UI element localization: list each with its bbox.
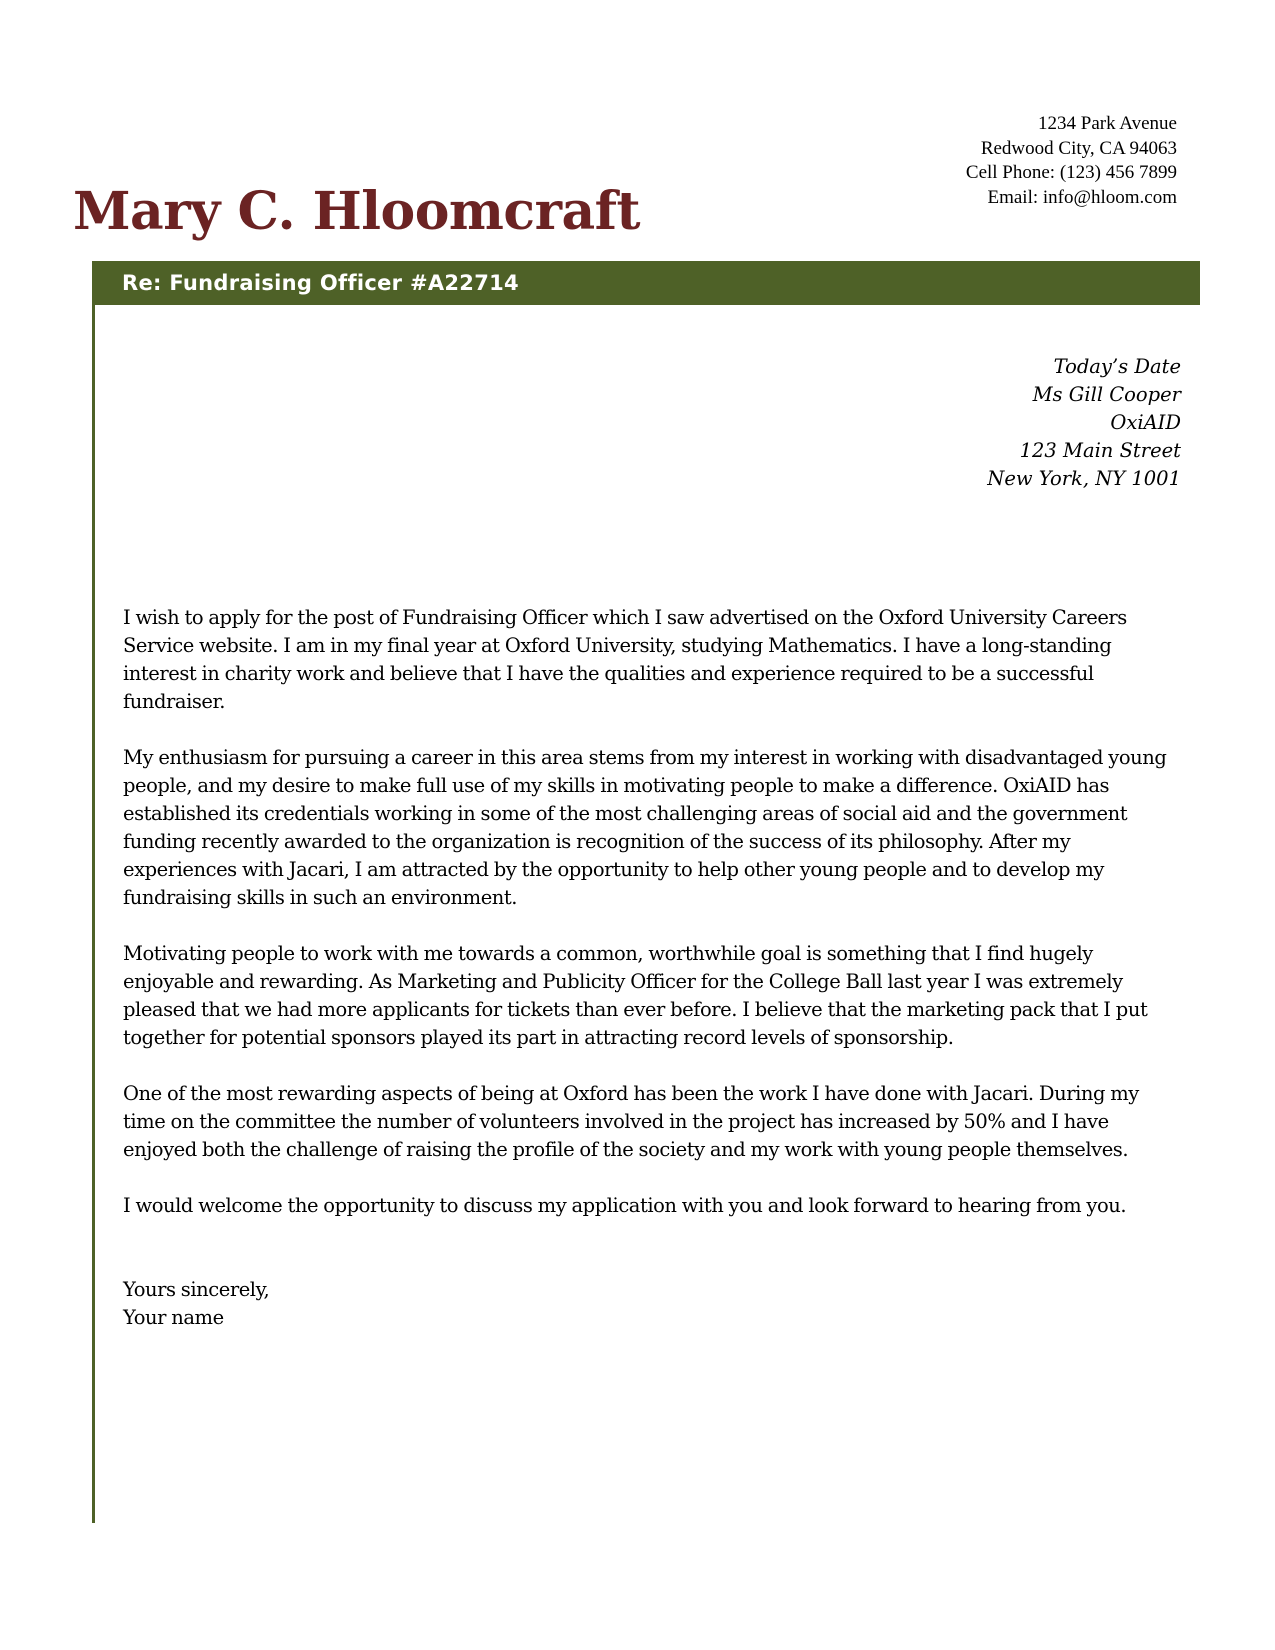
recipient-block	[987, 353, 1181, 493]
letter-date: Today’s Date	[1053, 355, 1181, 378]
recipient-company: OxiAID	[1110, 411, 1181, 434]
sender-contact-block	[966, 112, 1177, 210]
subject-bar	[92, 261, 1200, 305]
recipient-name: Ms Gill Cooper	[1032, 383, 1181, 406]
recipient-street: 123 Main Street	[1019, 439, 1181, 462]
sender-address-line2: Redwood City, CA 94063	[980, 137, 1177, 159]
body-paragraph: I wish to apply for the post of Fundraising Officer which I saw advertised on the Oxford University Careers Service website. I am in my final year at Oxford University, studying Mathematics. I have a long-standing interest in charity work and believe that I have the qualities and experience required to be a successful fundraiser.	[123, 606, 1127, 713]
sender-email: Email: info@hloom.com	[987, 186, 1177, 208]
letter-closing	[123, 1276, 1185, 1332]
body-paragraph: I would welcome the opportunity to discuss my application with you and look forward to hearing from you.	[123, 1194, 1127, 1217]
body-paragraph: One of the most rewarding aspects of being at Oxford has been the work I have done with Jacari. During my time on the committee the number of volunteers involved in the project has increased by 50% and I have enjoyed both the challenge of raising the profile of the society and my work with young people themselves.	[123, 1082, 1139, 1161]
body-paragraph: Motivating people to work with me towards a common, worthwhile goal is something that I find hugely enjoyable and rewarding. As Marketing and Publicity Officer for the College Ball last year I was extremely pleased that we had more applicants for tickets than ever before. I believe that the marketing pack that I put together for potential sponsors played its part in attracting record levels of sponsorship.	[123, 942, 1148, 1049]
left-accent-rule	[92, 261, 95, 1523]
subject-line: Re: Fundraising Officer #A22714	[122, 271, 519, 295]
signature-name: Your name	[123, 1306, 224, 1329]
body-paragraph: My enthusiasm for pursuing a career in this area stems from my interest in working with disadvantaged young people, and my desire to make full use of my skills in motivating people to make a difference. OxiAID has established its credentials working in some of the most challenging areas of social aid and the government funding recently awarded to the organization is recognition of the success of its philosophy. After my experiences with Jacari, I am attracted by the opportunity to help other young people and to develop my fundraising skills in such an environment.	[123, 746, 1167, 909]
valediction: Yours sincerely,	[123, 1278, 270, 1301]
sender-address-line1: 1234 Park Avenue	[1038, 113, 1177, 134]
sender-cell-phone: Cell Phone: (123) 456 7899	[965, 162, 1177, 183]
letter-body	[123, 604, 1185, 1332]
recipient-city: New York, NY 1001	[987, 467, 1181, 490]
applicant-name: Mary C. Hloomcraft	[73, 181, 641, 242]
